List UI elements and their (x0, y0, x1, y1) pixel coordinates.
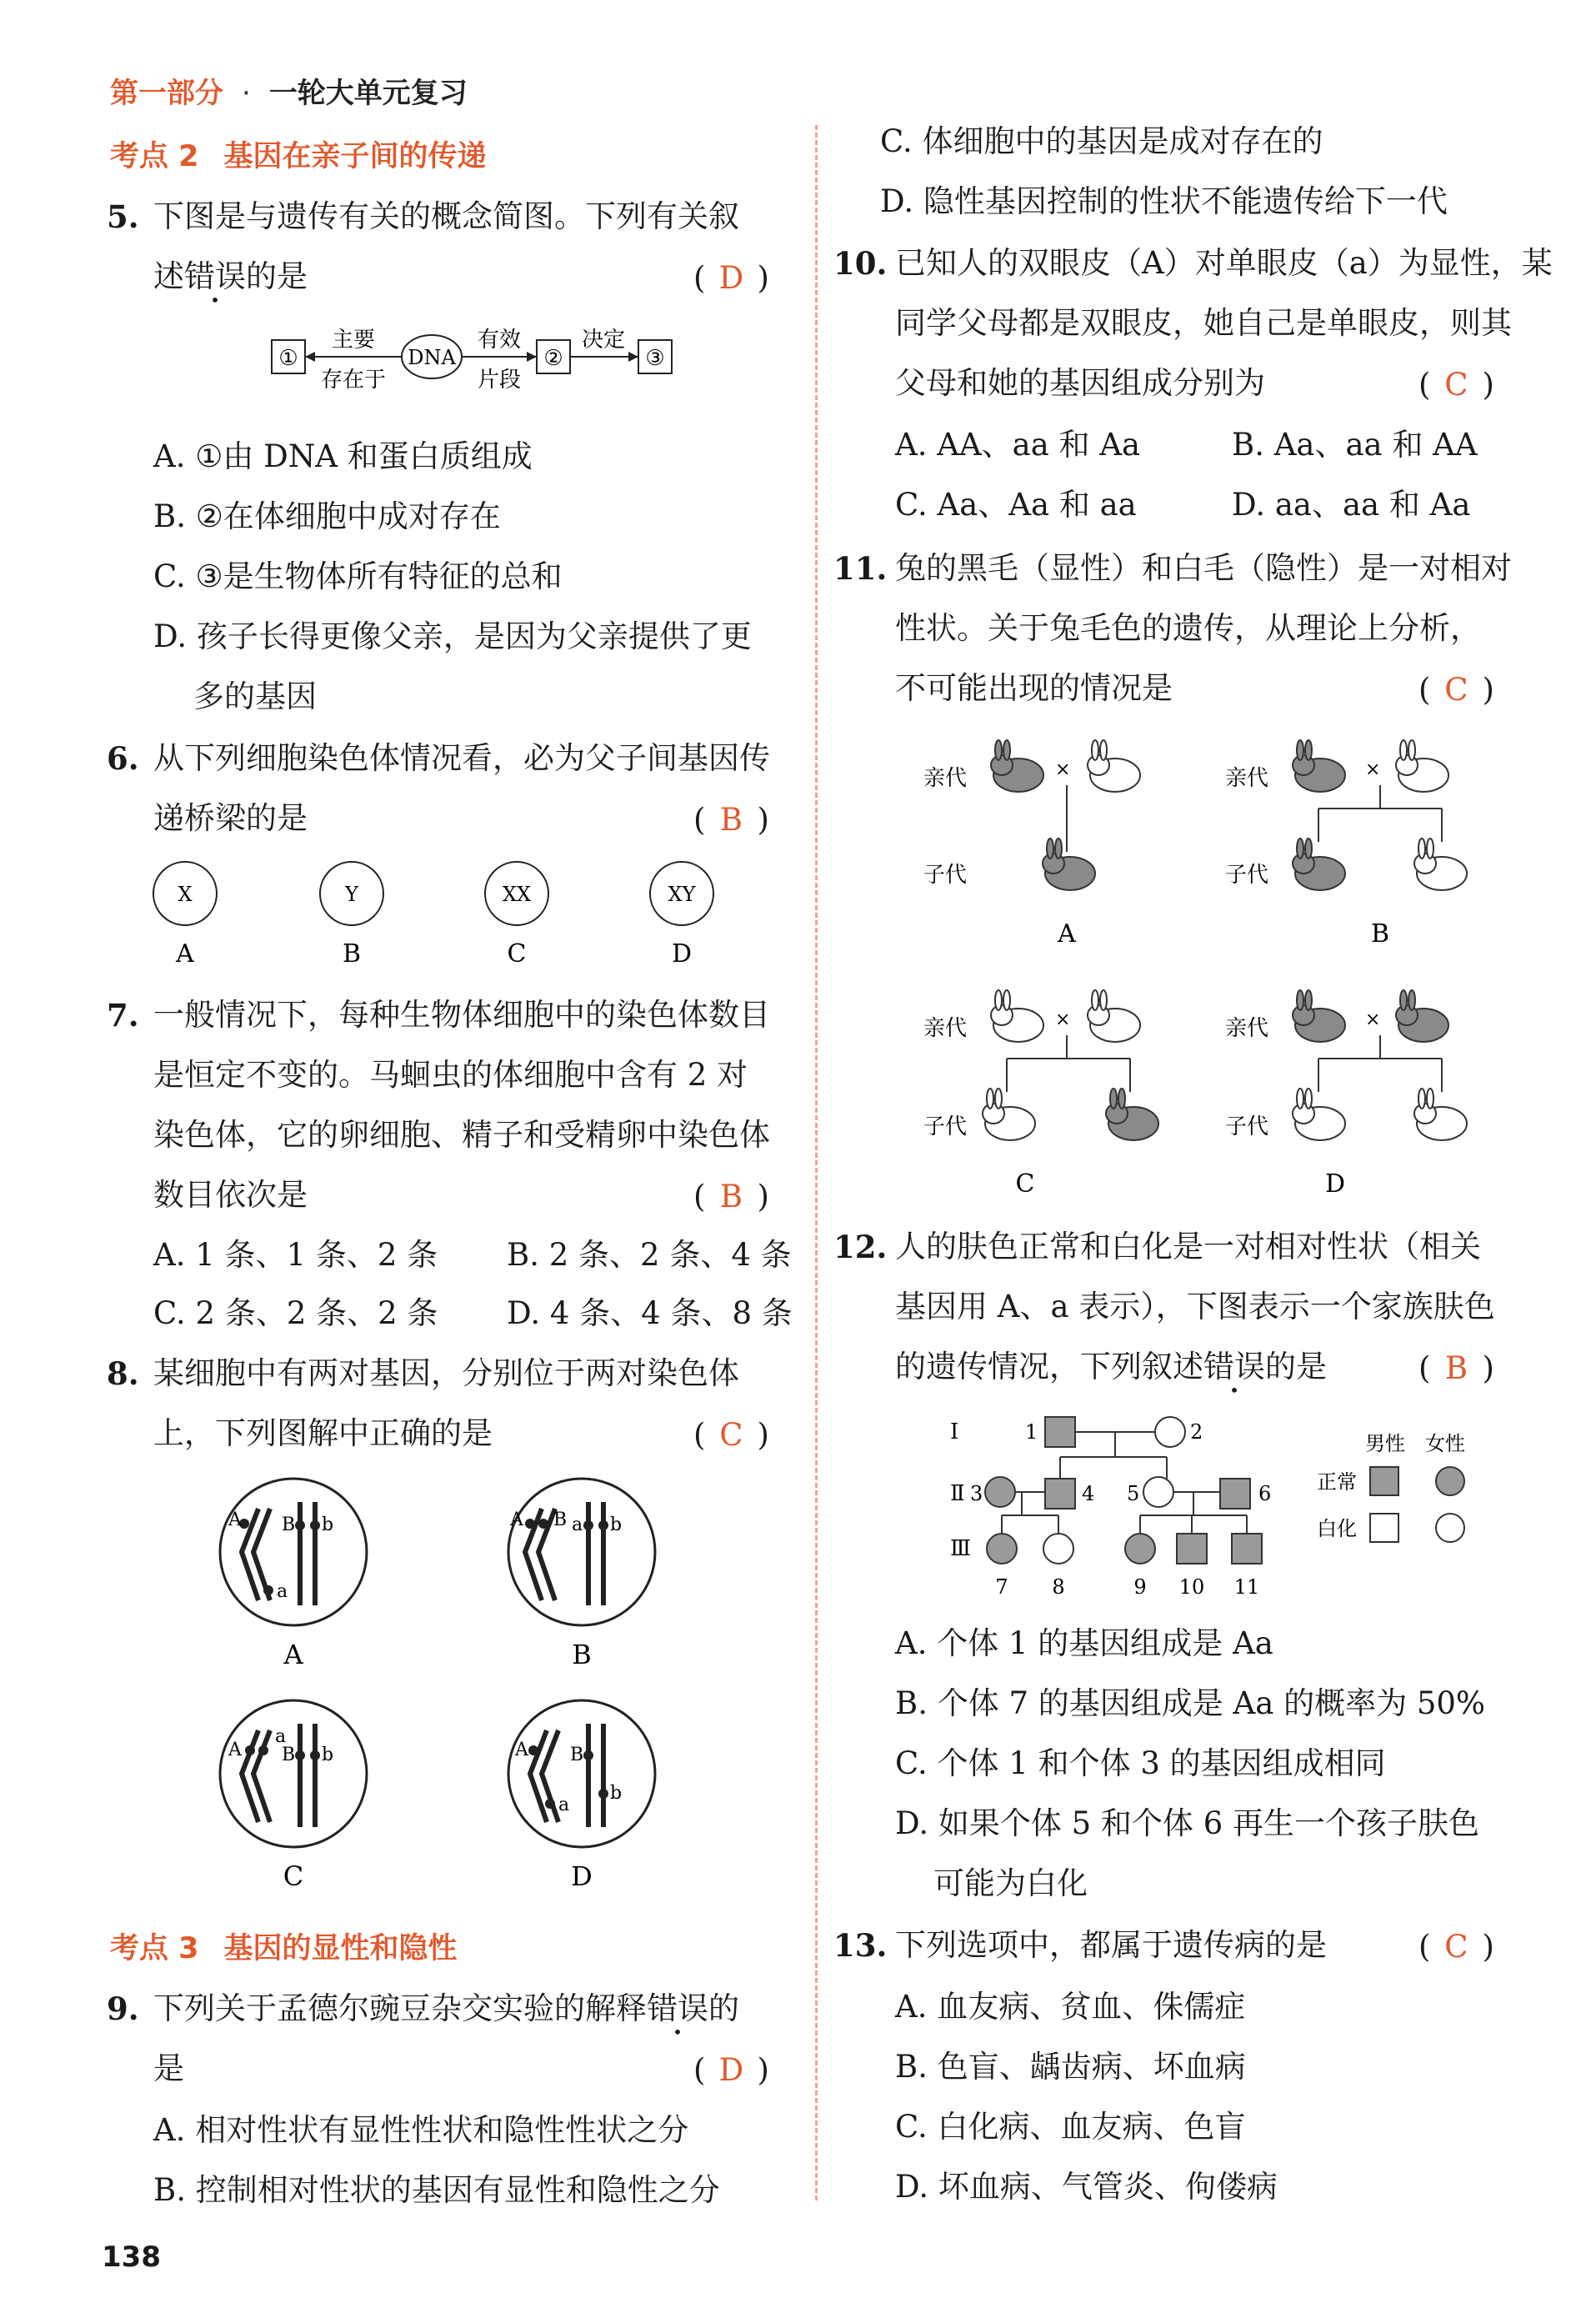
cross-sign: × (1055, 1009, 1071, 1030)
child-label: 子代 (923, 1114, 968, 1139)
q11-answer-value: C (1444, 672, 1468, 708)
svg-text:B: B (570, 1745, 584, 1765)
legend-normal: 正常 (1317, 1470, 1357, 1494)
individual-5 (1143, 1477, 1173, 1507)
q7-stem-line1: 一般情况下，每种生物体细胞中的染色体数目 (153, 997, 770, 1033)
q5-number: 5. (107, 198, 139, 235)
q12-option-b: B. 个体 7 的基因组成是 Aa 的概率为 50% (895, 1685, 1486, 1721)
q12-answer: ( B ) (1418, 1350, 1494, 1386)
q5-option-a: A. ①由 DNA 和蛋白质组成 (153, 438, 533, 474)
q5-option-c: C. ③是生物体所有特征的总和 (153, 558, 563, 594)
section-name: 基因在亲子间的传递 (223, 140, 487, 173)
q5-option-d-line1: D. 孩子长得更像父亲，是因为父亲提供了更 (153, 618, 752, 654)
q10-answer-value: C (1444, 367, 1468, 403)
q12-stem-text-end: 的是 (1265, 1349, 1327, 1384)
q7-number: 7. (107, 997, 139, 1034)
id-5: 5 (1127, 1482, 1140, 1505)
arrow-1-bottom: 存在于 (320, 368, 387, 393)
q10-answer: ( C ) (1418, 367, 1494, 403)
individual-10 (1177, 1534, 1207, 1564)
q5-concept-diagram (265, 320, 682, 412)
svg-text:b: b (610, 1783, 623, 1804)
cross-sign: × (1055, 759, 1071, 780)
q9-answer-value: D (718, 2052, 744, 2088)
id-3: 3 (970, 1482, 983, 1505)
header-title: 一轮大单元复习 (268, 77, 468, 110)
q9-stem-line2: 是 (153, 2050, 184, 2086)
arrow-3-head (628, 352, 638, 362)
q10-option-c: C. Aa、Aa 和 aa (895, 487, 1137, 523)
q13-answer: ( C ) (1418, 1929, 1494, 1965)
q12-option-a: A. 个体 1 的基因组成是 Aa (895, 1625, 1273, 1661)
cell-d-content: XY (668, 883, 696, 906)
section-name: 基因的显性和隐性 (223, 1932, 458, 1965)
svg-text:B: B (282, 1745, 296, 1765)
q6-answer-value: B (719, 802, 743, 838)
q12-pedigree (933, 1409, 1500, 1609)
box-3-label: ③ (645, 346, 665, 371)
q5-stem-text-end: 的是 (246, 258, 308, 294)
q12-option-d-line1: D. 如果个体 5 和个体 6 再生一个孩子肤色 (895, 1805, 1479, 1841)
id-2: 2 (1190, 1420, 1203, 1444)
individual-7 (987, 1534, 1017, 1564)
q12-answer-value: B (1444, 1350, 1468, 1386)
q12-option-c: C. 个体 1 和个体 3 的基因组成相同 (895, 1745, 1386, 1781)
dna-label: DNA (408, 346, 456, 369)
individual-3 (985, 1477, 1015, 1507)
q7-stem-line2: 是恒定不变的。马蛔虫的体细胞中含有 2 对 (153, 1057, 748, 1093)
svg-text:B: B (553, 1509, 568, 1530)
q9-emphasis: 错误 (647, 1990, 708, 2026)
q12-stem-line3 (895, 1349, 1327, 1385)
cross-sign: × (1365, 759, 1381, 780)
column-divider (815, 125, 818, 2200)
cross-d-label: D (1324, 1169, 1346, 1199)
child-label: 子代 (923, 863, 968, 888)
q12-stem-line1: 人的肤色正常和白化是一对相对性状（相关 (895, 1229, 1481, 1264)
q9-stem-text-end: 的 (708, 1990, 739, 2026)
legend-albino-male (1370, 1514, 1398, 1542)
id-7: 7 (995, 1575, 1008, 1599)
parent-label: 亲代 (1225, 766, 1269, 791)
cross-c (923, 990, 1158, 1199)
svg-text:A: A (228, 1740, 242, 1760)
cell-option-b (508, 1479, 655, 1670)
arrow-1-head (305, 352, 315, 362)
q9-option-c: C. 体细胞中的基因是成对存在的 (880, 123, 1323, 159)
cell-option-d (508, 1700, 655, 1892)
cell-b-content: Y (345, 883, 358, 906)
q13-number: 13. (833, 1927, 888, 1964)
arrow-2-bottom: 片段 (477, 368, 522, 393)
legend-normal-female (1436, 1467, 1464, 1495)
q11-answer: ( C ) (1418, 672, 1494, 708)
cell-c-label: C (507, 939, 527, 969)
id-4: 4 (1082, 1482, 1095, 1505)
q11-stem-line2: 性状。关于兔毛色的遗传，从理论上分析， (895, 610, 1481, 646)
q13-stem-line1: 下列选项中，都属于遗传病的是 (895, 1927, 1327, 1963)
arrow-2-head (527, 352, 537, 362)
q6-cell-figures (142, 857, 742, 974)
q5-answer: ( D ) (693, 260, 769, 296)
legend-female: 女性 (1425, 1432, 1465, 1455)
page-number: 138 (102, 2240, 161, 2274)
box-2-label: ② (543, 346, 563, 371)
svg-text:B: B (282, 1514, 296, 1535)
q7-option-b: B. 2 条、2 条、4 条 (507, 1237, 792, 1273)
q13-option-a: A. 血友病、贫血、侏儒症 (895, 1989, 1246, 2025)
cell-a-label: A (176, 939, 194, 969)
arrow-3-top: 决定 (581, 328, 626, 353)
q7-stem-line3: 染色体，它的卵细胞、精子和受精卵中染色体 (153, 1117, 770, 1153)
q8-chromosome-figures (200, 1475, 667, 1909)
q6-number: 6. (107, 740, 139, 777)
gen-3: Ⅲ (950, 1536, 972, 1561)
header-part: 第一部分 (110, 77, 223, 110)
q8-number: 8. (107, 1355, 139, 1392)
individual-11 (1232, 1534, 1262, 1564)
individual-4 (1045, 1479, 1075, 1509)
q5-stem-line2 (153, 258, 308, 295)
individual-2 (1155, 1417, 1185, 1447)
id-1: 1 (1025, 1420, 1038, 1444)
section-heading-3 (110, 1925, 458, 1967)
cell-option-a (220, 1479, 367, 1670)
arrow-1-top: 主要 (331, 328, 376, 353)
svg-text:a: a (275, 1726, 287, 1747)
q10-stem-line1: 已知人的双眼皮（A）对单眼皮（a）为显性，某 (895, 245, 1553, 281)
arrow-2-top: 有效 (477, 328, 522, 353)
q11-stem-line3: 不可能出现的情况是 (895, 670, 1173, 706)
q5-option-d-line2: 多的基因 (193, 678, 317, 714)
q7-option-a: A. 1 条、1 条、2 条 (153, 1237, 438, 1273)
individual-6 (1220, 1479, 1250, 1509)
cross-d (1225, 990, 1467, 1199)
q10-option-b: B. Aa、aa 和 AA (1232, 427, 1478, 463)
legend-normal-male (1370, 1467, 1398, 1495)
q12-option-d-line2: 可能为白化 (933, 1865, 1088, 1901)
section-tag: 考点 2 (110, 140, 199, 173)
parent-label: 亲代 (923, 1016, 968, 1041)
svg-text:b: b (610, 1514, 623, 1535)
cell-c-content: XX (502, 883, 532, 906)
q11-number: 11. (833, 550, 888, 587)
q10-stem-line3: 父母和她的基因组成分别为 (895, 365, 1265, 401)
q9-stem-line1 (153, 1990, 739, 2027)
legend-albino-female (1436, 1514, 1464, 1542)
svg-text:A: A (515, 1740, 528, 1760)
header-dot: · (242, 77, 251, 110)
q5-option-b: B. ②在体细胞中成对存在 (153, 498, 501, 534)
cross-sign: × (1365, 1009, 1381, 1030)
q7-option-d: D. 4 条、4 条、8 条 (507, 1295, 793, 1331)
q5-stem-text: 述 (153, 258, 184, 294)
q5-stem-line1: 下图是与遗传有关的概念简图。下列有关叙 (153, 198, 739, 234)
cross-a-label: A (1058, 919, 1076, 949)
cross-c-label: C (1015, 1169, 1035, 1199)
section-tag: 考点 3 (110, 1932, 199, 1965)
gen-1: Ⅰ (950, 1419, 959, 1444)
svg-text:a: a (277, 1581, 288, 1602)
label-b: B (572, 1639, 592, 1670)
q10-stem-line2: 同学父母都是双眼皮，她自己是单眼皮，则其 (895, 305, 1512, 341)
q11-rabbit-crosses (908, 725, 1508, 1200)
q10-option-a: A. AA、aa 和 Aa (895, 427, 1141, 463)
id-9: 9 (1133, 1575, 1147, 1599)
q10-number: 10. (833, 245, 888, 282)
q12-number: 12. (833, 1229, 888, 1265)
id-10: 10 (1178, 1575, 1205, 1599)
legend-albino: 白化 (1317, 1517, 1357, 1540)
q5-answer-value: D (718, 260, 744, 296)
q6-answer: ( B ) (693, 802, 769, 838)
q13-answer-value: C (1444, 1929, 1468, 1965)
q13-option-b: B. 色盲、龋齿病、坏血病 (895, 2049, 1246, 2085)
legend-male: 男性 (1365, 1432, 1405, 1455)
q11-stem-line1: 兔的黑毛（显性）和白毛（隐性）是一对相对 (895, 550, 1512, 586)
q7-answer: ( B ) (693, 1179, 769, 1214)
q5-emphasis: 错误 (184, 258, 246, 294)
q9-number: 9. (107, 1990, 139, 2027)
q9-answer: ( D ) (693, 2052, 769, 2088)
q6-stem-line2: 递桥梁的是 (153, 800, 308, 836)
id-6: 6 (1258, 1482, 1272, 1505)
q8-answer: ( C ) (693, 1417, 769, 1453)
cross-b (1225, 740, 1467, 949)
q7-option-c: C. 2 条、2 条、2 条 (153, 1295, 438, 1331)
parent-label: 亲代 (923, 766, 968, 791)
cell-a-content: X (178, 883, 193, 906)
q7-stem-line4: 数目依次是 (153, 1177, 308, 1213)
label-c: C (283, 1860, 304, 1892)
section-heading-2 (110, 133, 487, 175)
child-label: 子代 (1225, 863, 1269, 888)
q8-stem-line2: 上，下列图解中正确的是 (153, 1415, 493, 1451)
q6-stem-line1: 从下列细胞染色体情况看，必为父子间基因传 (153, 740, 770, 776)
child-label: 子代 (1225, 1114, 1269, 1139)
individual-9 (1125, 1534, 1155, 1564)
svg-text:b: b (322, 1745, 334, 1765)
cell-option-c (220, 1700, 367, 1892)
svg-text:a: a (558, 1795, 570, 1815)
individual-8 (1043, 1534, 1073, 1564)
box-1-label: ① (278, 346, 298, 371)
running-header (110, 70, 468, 111)
q9-option-d: D. 隐性基因控制的性状不能遗传给下一代 (880, 183, 1448, 219)
q12-stem-text: 的遗传情况，下列叙述 (895, 1349, 1203, 1384)
q12-emphasis: 错误 (1203, 1349, 1265, 1384)
cross-b-label: B (1370, 919, 1390, 949)
q9-option-a: A. 相对性状有显性性状和隐性性状之分 (153, 2112, 689, 2148)
svg-text:A: A (228, 1509, 242, 1530)
q8-stem-line1: 某细胞中有两对基因，分别位于两对染色体 (153, 1355, 739, 1391)
id-11: 11 (1233, 1575, 1260, 1599)
q13-option-c: C. 白化病、血友病、色盲 (895, 2109, 1246, 2145)
cross-a (923, 740, 1140, 949)
q8-answer-value: C (719, 1417, 743, 1453)
cell-b-label: B (342, 939, 362, 969)
individual-1 (1045, 1417, 1075, 1447)
label-d: D (571, 1860, 593, 1892)
svg-text:a: a (572, 1514, 583, 1535)
svg-text:b: b (322, 1514, 334, 1535)
q9-option-b: B. 控制相对性状的基因有显性和隐性之分 (153, 2172, 720, 2208)
parent-label: 亲代 (1225, 1016, 1269, 1041)
label-a: A (283, 1639, 303, 1670)
q13-option-d: D. 坏血病、气管炎、佝偻病 (895, 2169, 1278, 2205)
q9-stem-text: 下列关于孟德尔豌豆杂交实验的解释 (153, 1990, 647, 2026)
q12-stem-line2: 基因用 A、a 表示），下图表示一个家族肤色 (895, 1289, 1495, 1324)
q7-answer-value: B (719, 1179, 743, 1214)
id-8: 8 (1052, 1575, 1065, 1599)
cell-d-label: D (671, 939, 693, 969)
gen-2: Ⅱ (950, 1481, 965, 1506)
q10-option-d: D. aa、aa 和 Aa (1232, 487, 1471, 523)
svg-text:A: A (510, 1509, 523, 1530)
